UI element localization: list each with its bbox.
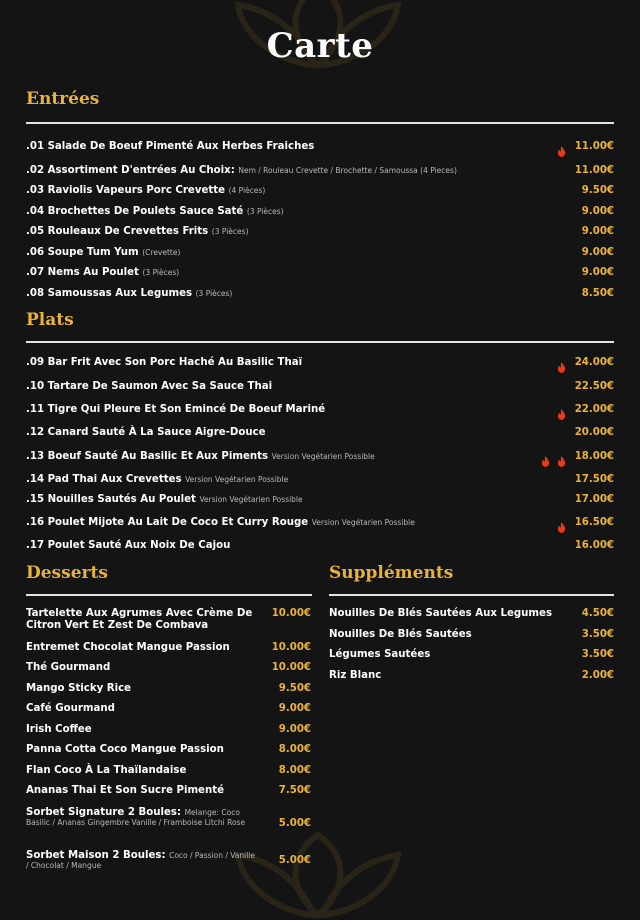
dessert-item-price: 8.00€ (278, 744, 311, 755)
dessert-item-price: 10.00€ (271, 642, 311, 653)
dessert-item (26, 765, 258, 777)
dessert-item-name: Café Gourmand (26, 703, 115, 714)
menu-item-name: .17 Poulet Sauté Aux Noix De Cajou (26, 540, 231, 551)
menu-item-note: (4 Pièces) (228, 186, 266, 195)
menu-item-name: .07 Nems Au Poulet (26, 267, 139, 278)
menu-item (26, 474, 288, 485)
menu-item (26, 427, 266, 438)
plats-divider (26, 341, 614, 343)
menu-item-name: .08 Samoussas Aux Legumes (26, 288, 193, 299)
dessert-item (26, 608, 258, 632)
menu-item (26, 517, 415, 528)
dessert-item-price: 5.00€ (278, 818, 311, 829)
menu-item-name: .16 Poulet Mijote Au Lait De Coco Et Curry Rouge (26, 517, 309, 528)
dessert-item-name: Entremet Chocolat Mangue Passion (26, 642, 230, 653)
menu-item-price: 9.00€ (581, 226, 614, 237)
entrees-heading: Entrées (26, 89, 100, 109)
menu-item-price: 9.00€ (581, 267, 614, 278)
menu-item-price: 9.00€ (581, 206, 614, 217)
menu-item-name: .11 Tigre Qui Pleure Et Son Emincé De Boeuf Mariné (26, 404, 326, 415)
menu-item (26, 404, 325, 415)
dessert-item (26, 744, 258, 756)
dessert-item-name: Thé Gourmand (26, 662, 111, 673)
menu-item-name: .02 Assortiment D'entrées Au Choix: (26, 165, 235, 176)
dessert-item-price: 9.00€ (278, 724, 311, 735)
menu-item-note: (3 Pièces) (211, 227, 249, 236)
menu-item-price: 18.00€ (574, 451, 614, 462)
menu-item (26, 226, 249, 237)
menu-item (26, 357, 302, 368)
supplement-item-price: 2.00€ (581, 670, 614, 681)
menu-item (26, 206, 284, 217)
menu-item-name: .09 Bar Frit Avec Son Porc Haché Au Basilic Thaï (26, 357, 303, 368)
menu-item-name: .15 Nouilles Sautés Au Poulet (26, 494, 196, 505)
supplement-item-name: Légumes Sautées (329, 649, 431, 660)
menu-item-name: .14 Pad Thai Aux Crevettes (26, 474, 182, 485)
supplement-item (329, 629, 472, 640)
supplement-item-name: Riz Blanc (329, 670, 382, 681)
menu-item-name: .10 Tartare De Saumon Avec Sa Sauce Thai (26, 381, 273, 392)
menu-item-price: 17.00€ (574, 494, 614, 505)
dessert-item (26, 724, 258, 736)
menu-item-price: 22.50€ (574, 381, 614, 392)
dessert-item (26, 642, 258, 654)
dessert-item-name: Panna Cotta Coco Mangue Passion (26, 744, 224, 755)
menu-item-note: Nem / Rouleau Crevette / Brochette / Samoussa (4 Pieces) (238, 166, 457, 175)
menu-item-name: .05 Rouleaux De Crevettes Frits (26, 226, 209, 237)
supplements-divider (329, 594, 614, 596)
dessert-item-price: 10.00€ (271, 662, 311, 673)
dessert-item-name: Sorbet Signature 2 Boules: (26, 807, 182, 818)
menu-item (26, 540, 230, 551)
menu-item-price: 22.00€ (574, 404, 614, 415)
menu-item-name: .04 Brochettes De Poulets Sauce Saté (26, 206, 244, 217)
supplement-item-price: 4.50€ (581, 608, 614, 619)
dessert-item-note: Coco / Passion / Vanille / Chocolat / Mangue (26, 851, 256, 870)
chili-pepper-icon (541, 452, 550, 463)
desserts-divider (26, 594, 312, 596)
supplement-item-name: Nouilles De Blés Sautées (329, 629, 472, 640)
menu-item-price: 17.50€ (574, 474, 614, 485)
menu-item-price: 11.00€ (574, 141, 614, 152)
dessert-item-note: Melange: Coco Basilic / Ananas Gingembre Vanille / Framboise Litchi Rose (26, 808, 246, 827)
menu-item-name: .12 Canard Sauté À La Sauce Aigre-Douce (26, 427, 266, 438)
menu-item (26, 451, 375, 462)
menu-item-price: 20.00€ (574, 427, 614, 438)
menu-item-price: 24.00€ (574, 357, 614, 368)
dessert-item-price: 9.00€ (278, 703, 311, 714)
menu-item-price: 11.00€ (574, 165, 614, 176)
supplement-item-price: 3.50€ (581, 629, 614, 640)
menu-item-price: 9.00€ (581, 247, 614, 258)
menu-item-name: .01 Salade De Boeuf Pimenté Aux Herbes Fraiches (26, 141, 315, 152)
menu-item-name: .13 Boeuf Sauté Au Basilic Et Aux Piments (26, 451, 269, 462)
dessert-item (26, 851, 258, 871)
chili-pepper-icon (557, 405, 566, 416)
dessert-item-name: Ananas Thai Et Son Sucre Pimenté (26, 785, 224, 796)
menu-item-note: Version Vegétarien Possible (185, 475, 289, 484)
menu-item (26, 288, 232, 299)
menu-item-note: (3 Pièces) (246, 207, 284, 216)
menu-item (26, 185, 265, 196)
supplement-item (329, 649, 430, 660)
dessert-item-price: 9.50€ (278, 683, 311, 694)
menu-item-note: Version Vegétarien Possible (199, 495, 303, 504)
dessert-item-price: 8.00€ (278, 765, 311, 776)
menu-item-note: (3 Pièces) (195, 289, 233, 298)
supplement-item-price: 3.50€ (581, 649, 614, 660)
desserts-heading: Desserts (26, 563, 108, 583)
menu-item-price: 16.50€ (574, 517, 614, 528)
dessert-item (26, 785, 258, 797)
dessert-item (26, 703, 258, 715)
menu-item-price: 9.50€ (581, 185, 614, 196)
dessert-item (26, 808, 258, 828)
dessert-item-name: Tartelette Aux Agrumes Avec Crème De Citron Vert Et Zest De Combava (26, 608, 253, 631)
menu-item-note: (Crevette) (142, 248, 181, 257)
menu-item-note: Version Vegétarien Possible (271, 452, 375, 461)
lotus-ornament-bottom-icon (218, 830, 418, 920)
menu-item-price: 16.00€ (574, 540, 614, 551)
supplement-item-name: Nouilles De Blés Sautées Aux Legumes (329, 608, 553, 619)
dessert-item-price: 7.50€ (278, 785, 311, 796)
page-title: Carte (266, 26, 374, 66)
menu-item-name: .06 Soupe Tum Yum (26, 247, 139, 258)
dessert-item (26, 683, 258, 695)
menu-item (26, 381, 272, 392)
menu-item (26, 165, 457, 176)
menu-item (26, 494, 303, 505)
dessert-item-price: 5.00€ (278, 855, 311, 866)
menu-item (26, 267, 179, 278)
plats-heading: Plats (26, 310, 74, 330)
chili-pepper-icon (557, 452, 566, 463)
dessert-item-name: Flan Coco À La Thaïlandaise (26, 765, 187, 776)
chili-pepper-icon (557, 142, 566, 153)
entrees-divider (26, 122, 614, 124)
dessert-item-name: Irish Coffee (26, 724, 92, 735)
menu-item-note: Version Vegétarien Possible (311, 518, 415, 527)
dessert-item-name: Sorbet Maison 2 Boules: (26, 850, 166, 861)
supplements-heading: Suppléments (329, 563, 454, 583)
dessert-item-name: Mango Sticky Rice (26, 683, 132, 694)
dessert-item-price: 10.00€ (271, 608, 311, 619)
menu-item-price: 8.50€ (581, 288, 614, 299)
chili-pepper-icon (557, 518, 566, 529)
supplement-item (329, 670, 381, 681)
menu-item (26, 141, 314, 152)
menu-item (26, 247, 180, 258)
menu-item-note: (3 Pièces) (142, 268, 180, 277)
menu-item-name: .03 Raviolis Vapeurs Porc Crevette (26, 185, 226, 196)
supplement-item (329, 608, 552, 619)
dessert-item (26, 662, 258, 674)
chili-pepper-icon (557, 358, 566, 369)
